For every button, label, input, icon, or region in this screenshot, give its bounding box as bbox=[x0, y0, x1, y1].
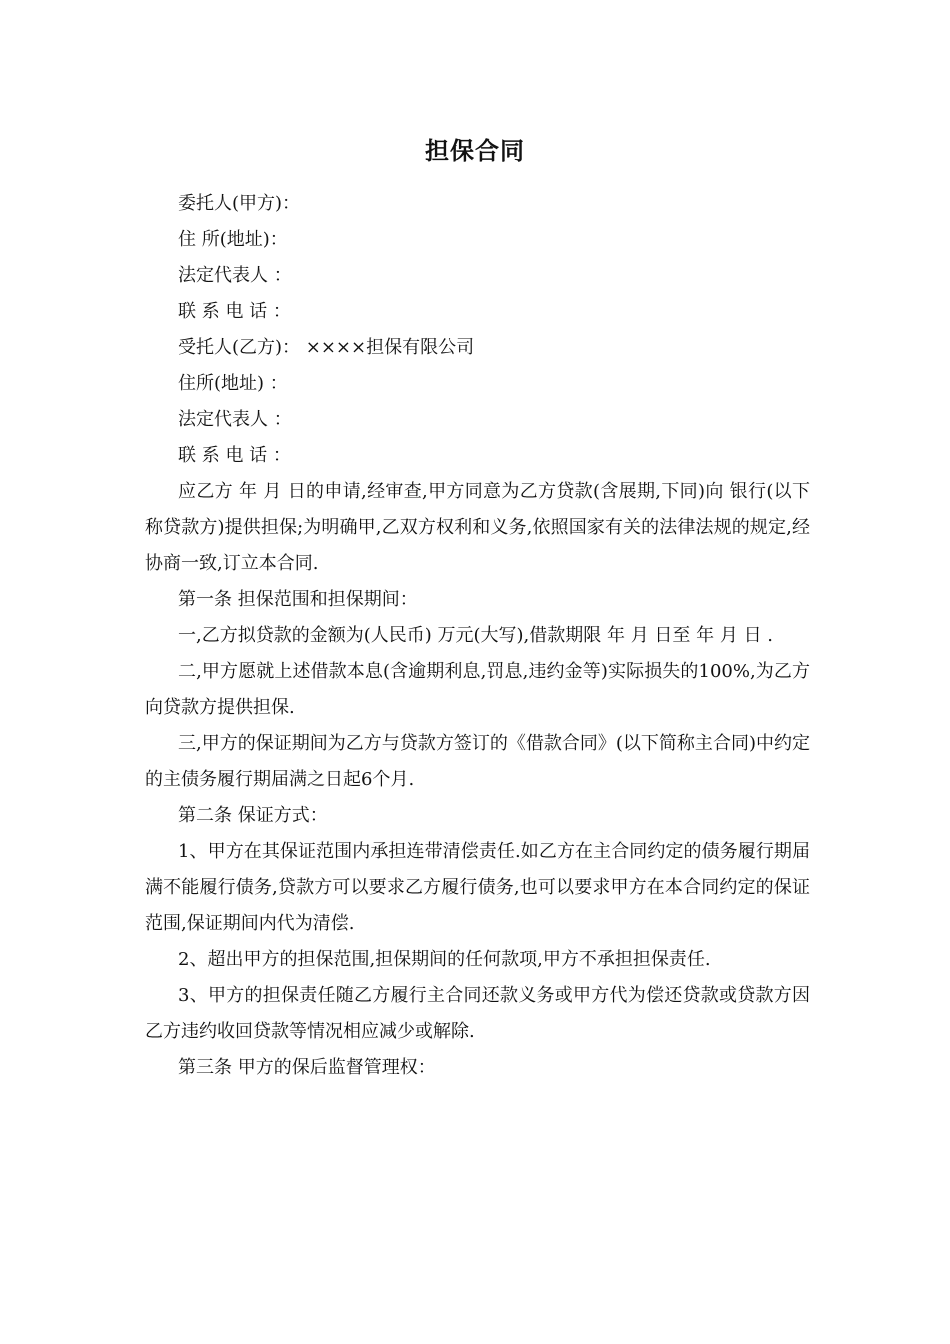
intro-paragraph: 应乙方 年 月 日的申请,经审查,甲方同意为乙方贷款(含展期,下同)向 银行(以下称贷款方)提供担保;为明确甲,乙双方权利和义务,依照国家有关的法律法规的规定,经协商一致,订立本合同. bbox=[145, 481, 810, 574]
article-1-clause-3: 三,甲方的保证期间为乙方与贷款方签订的《借款合同》(以下简称主合同)中约定的主债务履行期届满之日起6个月. bbox=[145, 733, 810, 790]
header-line-principal: 委托人(甲方)： bbox=[178, 193, 301, 214]
article-2-clause-2: 2、超出甲方的担保范围,担保期间的任何款项,甲方不承担担保责任. bbox=[178, 949, 711, 970]
header-line-principal-representative: 法定代表人 ： bbox=[178, 265, 292, 286]
article-2-clause-1: 1、甲方在其保证范围内承担连带清偿责任.如乙方在主合同约定的债务履行期届满不能履行债务,贷款方可以要求乙方履行债务,也可以要求甲方在本合同约定的保证范围,保证期间内代为清偿. bbox=[145, 841, 810, 934]
header-line-agent-phone: 联 系 电 话 ： bbox=[178, 445, 291, 466]
document-body bbox=[145, 186, 810, 1086]
header-line-agent-address: 住所(地址) ： bbox=[178, 373, 288, 394]
article-2-heading: 第二条 保证方式： bbox=[178, 805, 328, 826]
article-1-clause-2: 二,甲方愿就上述借款本息(含逾期利息,罚息,违约金等)实际损失的100%,为乙方向贷款方提供担保. bbox=[145, 661, 810, 718]
article-3-heading: 第三条 甲方的保后监督管理权： bbox=[178, 1057, 436, 1078]
header-line-agent: 受托人(乙方)： ××××担保有限公司 bbox=[178, 337, 475, 358]
article-1-clause-1: 一,乙方拟贷款的金额为(人民币) 万元(大写),借款期限 年 月 日至 年 月 日 . bbox=[178, 625, 774, 646]
header-line-agent-representative: 法定代表人 ： bbox=[178, 409, 292, 430]
article-2-clause-3: 3、甲方的担保责任随乙方履行主合同还款义务或甲方代为偿还贷款或贷款方因乙方违约收回贷款等情况相应减少或解除. bbox=[145, 985, 810, 1042]
document-title: 担保合同 bbox=[425, 137, 525, 165]
header-line-principal-phone: 联 系 电 话 ： bbox=[178, 301, 291, 322]
header-line-principal-address: 住 所(地址)： bbox=[178, 229, 288, 250]
article-1-heading: 第一条 担保范围和担保期间： bbox=[178, 589, 418, 610]
